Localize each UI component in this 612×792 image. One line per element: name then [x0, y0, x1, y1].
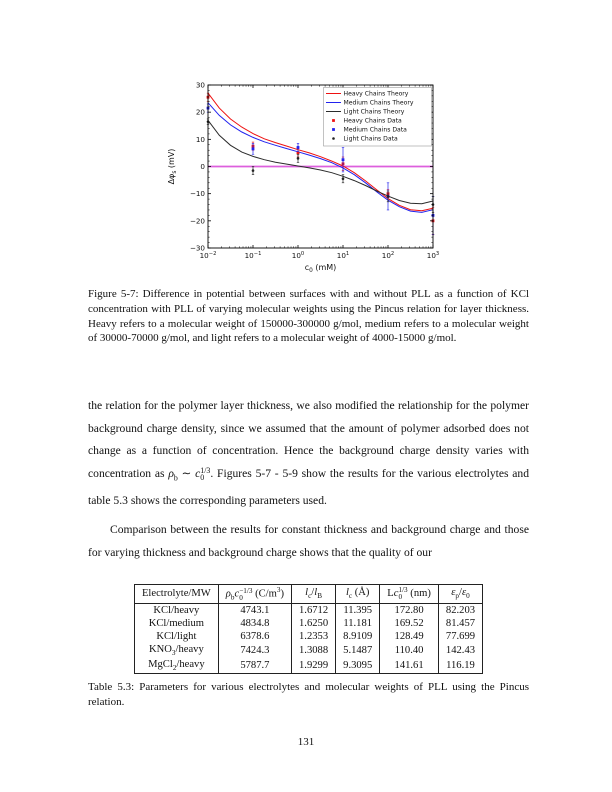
cell-value: 77.699: [438, 630, 482, 643]
cell-electrolyte: KCl/medium: [134, 617, 218, 630]
body-text: [88, 395, 529, 564]
header-lc: $l_c$ (Å): [336, 585, 380, 604]
y-tick-label: 20: [195, 107, 205, 117]
table-row: [134, 630, 482, 643]
table-row: [134, 643, 482, 658]
y-tick-label: −20: [189, 216, 205, 226]
legend-label: Light Chains Data: [343, 135, 398, 143]
table-header: [134, 585, 482, 604]
body-paragraph-1: [88, 395, 529, 512]
chart: [164, 74, 440, 286]
x-axis-label: $c_0$ (mM): [304, 263, 337, 274]
x-tick-label: $10^0$: [291, 251, 305, 260]
y-tick-label: 10: [195, 134, 205, 144]
header-electrolyte: Electrolyte/MW: [134, 585, 218, 604]
cell-value: 5.1487: [336, 643, 380, 658]
math-c-sup: 1/3: [200, 465, 211, 475]
cell-value: 116.19: [438, 658, 482, 674]
x-tick-label: $10^{-2}$: [199, 251, 217, 260]
math-rho-sub: b: [173, 473, 178, 483]
cell-value: 6378.6: [218, 630, 291, 643]
figure-caption-text: Figure 5-7: Difference in potential between surfaces with and without PLL as a function of KCl concentration with PLL of varying molecular weights using the Pincus relation for layer thickness. Heavy refers to a molecular weight of 150000-300000 g/mol, medium refers to a molecular weight of 30000-70000 g/mol, and light refers to a molecular weight of 4000-15000 g/mol.: [88, 288, 529, 345]
table-body: [134, 603, 482, 673]
header-charge-density: $\rho_bc$ −1/3 0 $(C/m^3)$: [218, 585, 291, 604]
legend-label: Medium Chains Theory: [343, 99, 414, 107]
table-5-3: [88, 584, 529, 674]
parameters-table: [134, 584, 483, 674]
header-epsilon: $\varepsilon_p/\varepsilon_0$: [438, 585, 482, 604]
math-c-stack: [200, 467, 210, 482]
math-rho: ρ: [168, 466, 174, 480]
x-tick-label: $10^{-1}$: [244, 251, 262, 260]
cell-electrolyte: $KNO_3$/heavy: [134, 643, 218, 658]
cell-value: 1.3088: [292, 643, 336, 658]
table-header-row: [134, 585, 482, 604]
header-lc0: Lc 1/3 0 (nm): [380, 585, 439, 604]
cell-value: 81.457: [438, 617, 482, 630]
figure-5-7: [164, 74, 440, 286]
legend-label: Heavy Chains Theory: [343, 90, 409, 98]
cell-value: 1.9299: [292, 658, 336, 674]
table-row: [134, 617, 482, 630]
cell-value: 172.80: [380, 603, 439, 617]
cell-value: 4743.1: [218, 603, 291, 617]
cell-electrolyte: KCl/light: [134, 630, 218, 643]
y-tick-label: −30: [189, 243, 205, 253]
table-row: [134, 603, 482, 617]
cell-value: 1.6250: [292, 617, 336, 630]
cell-value: 8.9109: [336, 630, 380, 643]
y-tick-label: 30: [195, 80, 205, 90]
body-paragraph-2: Comparison between the results for constant thickness and background charge and those for varying thickness and background charge shows that the quality of our: [88, 523, 529, 559]
cell-value: 11.181: [336, 617, 380, 630]
cell-value: 5787.7: [218, 658, 291, 674]
page-number: 131: [297, 736, 315, 748]
cell-value: 141.61: [380, 658, 439, 674]
para1-pre: the relation for the polymer layer thickness, we also modified the relationship for the polymer background charge density, since we assumed that the amount of polymer adsorbed does not change as a function of concentration. Hence the background charge density varies with concentration as: [88, 399, 529, 480]
cell-value: 82.203: [438, 603, 482, 617]
cell-value: 169.52: [380, 617, 439, 630]
math-sim: ∼: [177, 466, 196, 480]
cell-value: 11.395: [336, 603, 380, 617]
y-tick-label: −10: [189, 189, 205, 199]
x-tick-label: $10^2$: [381, 251, 395, 260]
math-c-sub: 0: [200, 473, 205, 483]
cell-value: 9.3095: [336, 658, 380, 674]
table-row: [134, 658, 482, 674]
cell-value: 142.43: [438, 643, 482, 658]
y-axis-label: $\Delta\varphi_s$ (mV): [167, 148, 178, 185]
header-lc-lb: $l_c/l_B$: [292, 585, 336, 604]
legend-label: Medium Chains Data: [343, 126, 407, 134]
cell-value: 128.49: [380, 630, 439, 643]
legend-label: Light Chains Theory: [343, 108, 405, 116]
cell-value: 1.6712: [292, 603, 336, 617]
table-caption: Table 5.3: Parameters for various electrolytes and molecular weights of PLL using the Pincus relation.: [88, 681, 529, 708]
figure-caption: [88, 287, 529, 346]
x-tick-label: $10^3$: [426, 251, 440, 260]
math-c: c: [195, 466, 201, 480]
cell-electrolyte: MgCl$_2$/heavy: [134, 658, 218, 674]
cell-value: 110.40: [380, 643, 439, 658]
x-tick-label: $10^1$: [336, 251, 350, 260]
cell-value: 1.2353: [292, 630, 336, 643]
cell-electrolyte: KCl/heavy: [134, 603, 218, 617]
y-tick-label: 0: [200, 162, 205, 171]
cell-value: 4834.8: [218, 617, 291, 630]
legend-label: Heavy Chains Data: [343, 117, 402, 125]
cell-value: 7424.3: [218, 643, 291, 658]
para1-post: . Figures 5-7 - 5-9 show the results for the various electrolytes and table 5.3 shows the corresponding parameters used.: [88, 466, 530, 507]
